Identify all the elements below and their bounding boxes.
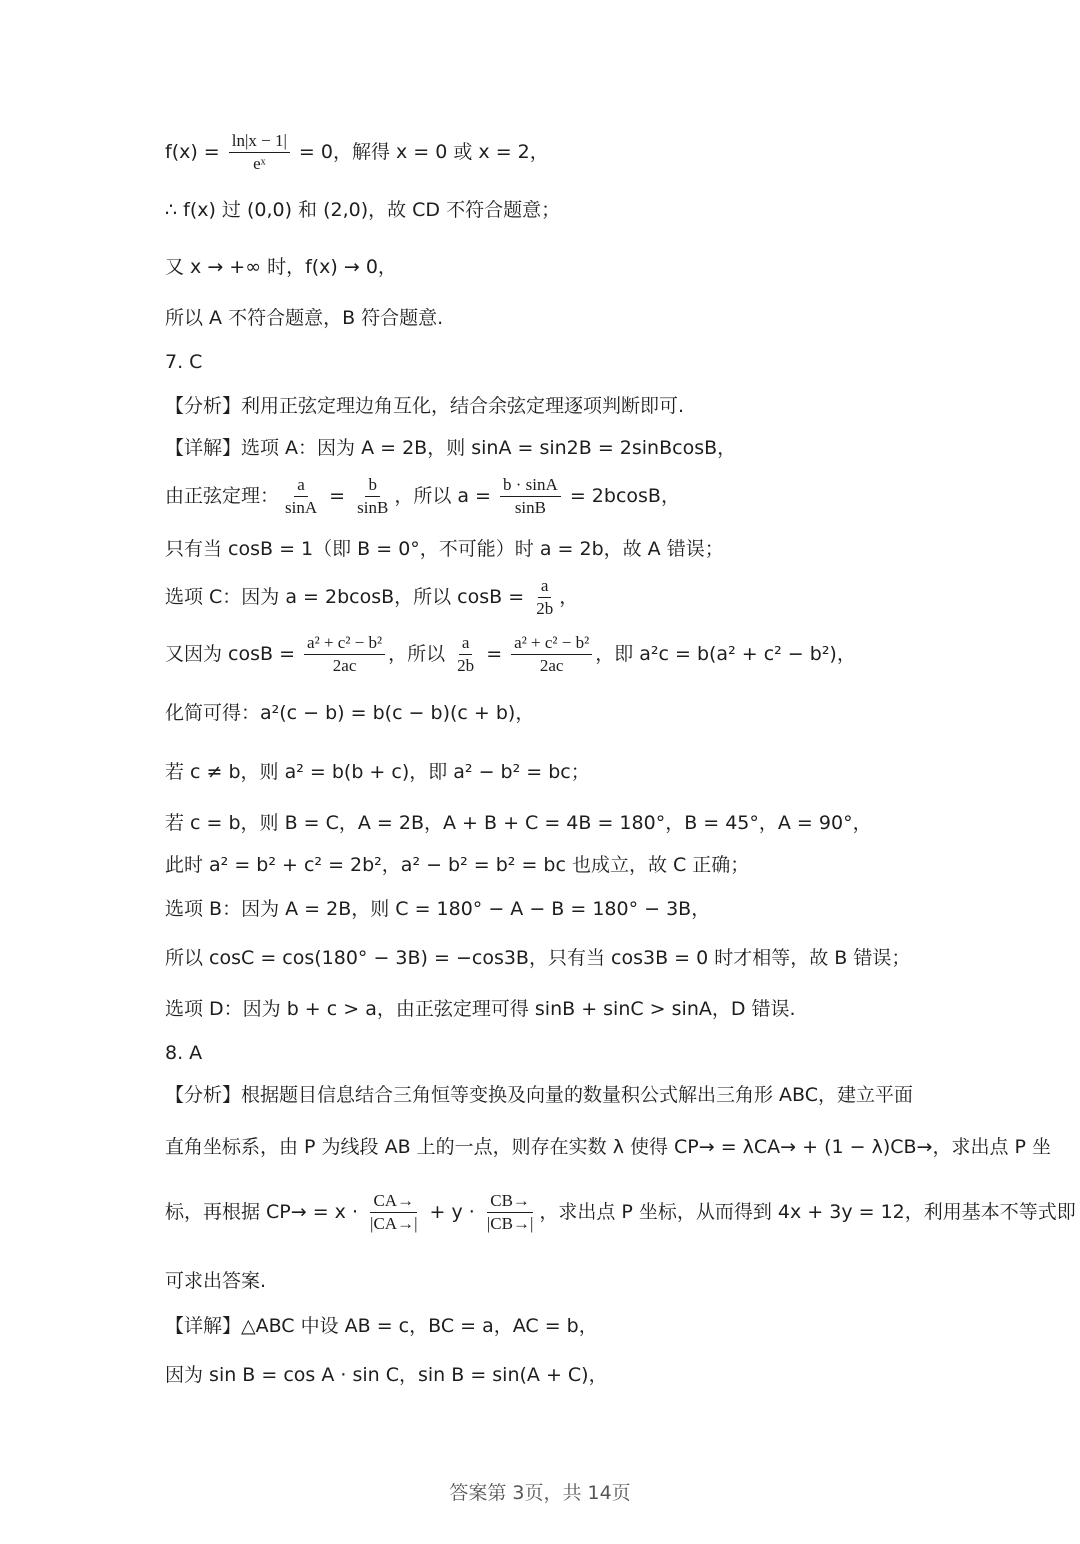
fraction: $\frac{b \cdot \sin A}{\sin B}$ (500, 474, 561, 519)
eq-line-21: 标，再根据 CP→ = x · $\frac{CA\to}{|CA\to|}$ + y · $\frac{CB\to}{|CB\to|}$ ，求出点 P 坐标，从而得到 4x + 3y = 12，利用基本不等式即 (165, 1191, 1076, 1233)
text-line-1: ∴ f(x) 过 (0,0) 和 (2,0)，故 CD 不符合题意； (165, 199, 561, 221)
analysis-8-line-1: 【分析】根据题目信息结合三角恒等变换及向量的数量积公式解出三角形 ABC，建立平面 (165, 1084, 914, 1106)
eq-line-9: 选项 C：因为 a = 2bcosB，所以 cosB = $\frac{a}{2b}$ ， (165, 576, 579, 618)
fraction: $\frac{CA\to}{|CA\to|}$ (370, 1191, 418, 1233)
page-footer: 答案第 3页，共 14页 (449, 1482, 631, 1504)
eq-line-10: 又因为 cosB = $\frac{\text{a² + c² − b²}}{2ac}$ ，所以 $\frac{a}{2b}$ = $\frac{\text{a² + c² − b²}}{2ac}$ ，即 a²c = b(a² + c² − b²)， (165, 633, 856, 675)
text-line-3: 所以 A 不符合题意，B 符合题意. (165, 307, 444, 329)
text-line-11: 化简可得：a²(c − b) = b(c − b)(c + b)， (165, 702, 535, 724)
fraction: $\frac{b}{\sin B}$ (357, 475, 389, 517)
fraction: $\frac{a}{2b}$ (536, 576, 554, 618)
fraction: $\frac{a}{\sin A}$ (285, 475, 318, 517)
text-line-22: 可求出答案. (165, 1270, 267, 1292)
text-line-24: 因为 sin B = cos A · sin C，sin B = sin(A + C)， (165, 1364, 608, 1386)
question-number-7: 7. C (165, 351, 203, 373)
text-line-15: 选项 B：因为 A = 2B，则 C = 180° − A − B = 180° − 3B， (165, 898, 711, 920)
analysis-7: 【分析】利用正弦定理边角互化，结合余弦定理逐项判断即可. (165, 395, 685, 417)
analysis-8-line-2: 直角坐标系，由 P 为线段 AB 上的一点，则存在实数 λ 使得 CP→ = λCA→ + (1 − λ)CB→，求出点 P 坐 (165, 1136, 1051, 1158)
text-line-13: 若 c = b，则 B = C，A = 2B，A + B + C = 4B = 180°，B = 45°，A = 90°， (165, 812, 872, 834)
fraction: $\frac{CB\to}{|CB\to|}$ (486, 1191, 534, 1233)
text-line-12: 若 c ≠ b，则 a² = b(b + c)，即 a² − b² = bc； (165, 761, 590, 783)
detail-7: 【详解】选项 A：因为 A = 2B，则 sinA = sin2B = 2sinBcosB， (165, 437, 737, 459)
fraction: $\frac{a}{2b}$ (457, 633, 475, 675)
fraction: $\frac{\text{a² + c² − b²}}{2ac}$ (511, 632, 592, 677)
fraction: $\frac{\text{a² + c² − b²}}{2ac}$ (304, 632, 385, 677)
text-line-8: 只有当 cosB = 1（即 B = 0°，不可能）时 a = 2b，故 A 错误； (165, 538, 724, 560)
text-line-2: 又 x → +∞ 时，f(x) → 0， (165, 256, 397, 278)
eq-line-7: 由正弦定理： $\frac{a}{\sin A}$ = $\frac{b}{\sin B}$ ，所以 a = $\frac{b \cdot \sin A}{\sin B}$ = 2bcosB， (165, 475, 680, 517)
eq-line-0: f(x) = $\frac{\ln|x - 1|}{\text{eˣ}}$ = 0，解得 x = 0 或 x = 2， (165, 131, 549, 173)
text-line-14: 此时 a² = b² + c² = 2b²，a² − b² = b² = bc 也成立，故 C 正确； (165, 854, 750, 876)
text-line-16: 所以 cosC = cos(180° − 3B) = −cos3B，只有当 cos3B = 0 时才相等，故 B 错误； (165, 947, 911, 969)
text-line-17: 选项 D：因为 b + c > a，由正弦定理可得 sinB + sinC > sinA，D 错误. (165, 998, 796, 1020)
detail-8: 【详解】△ABC 中设 AB = c，BC = a，AC = b， (165, 1315, 598, 1337)
question-number-8: 8. A (165, 1042, 203, 1064)
fraction: $\frac{\ln|x - 1|}{\text{eˣ}}$ (229, 130, 290, 175)
